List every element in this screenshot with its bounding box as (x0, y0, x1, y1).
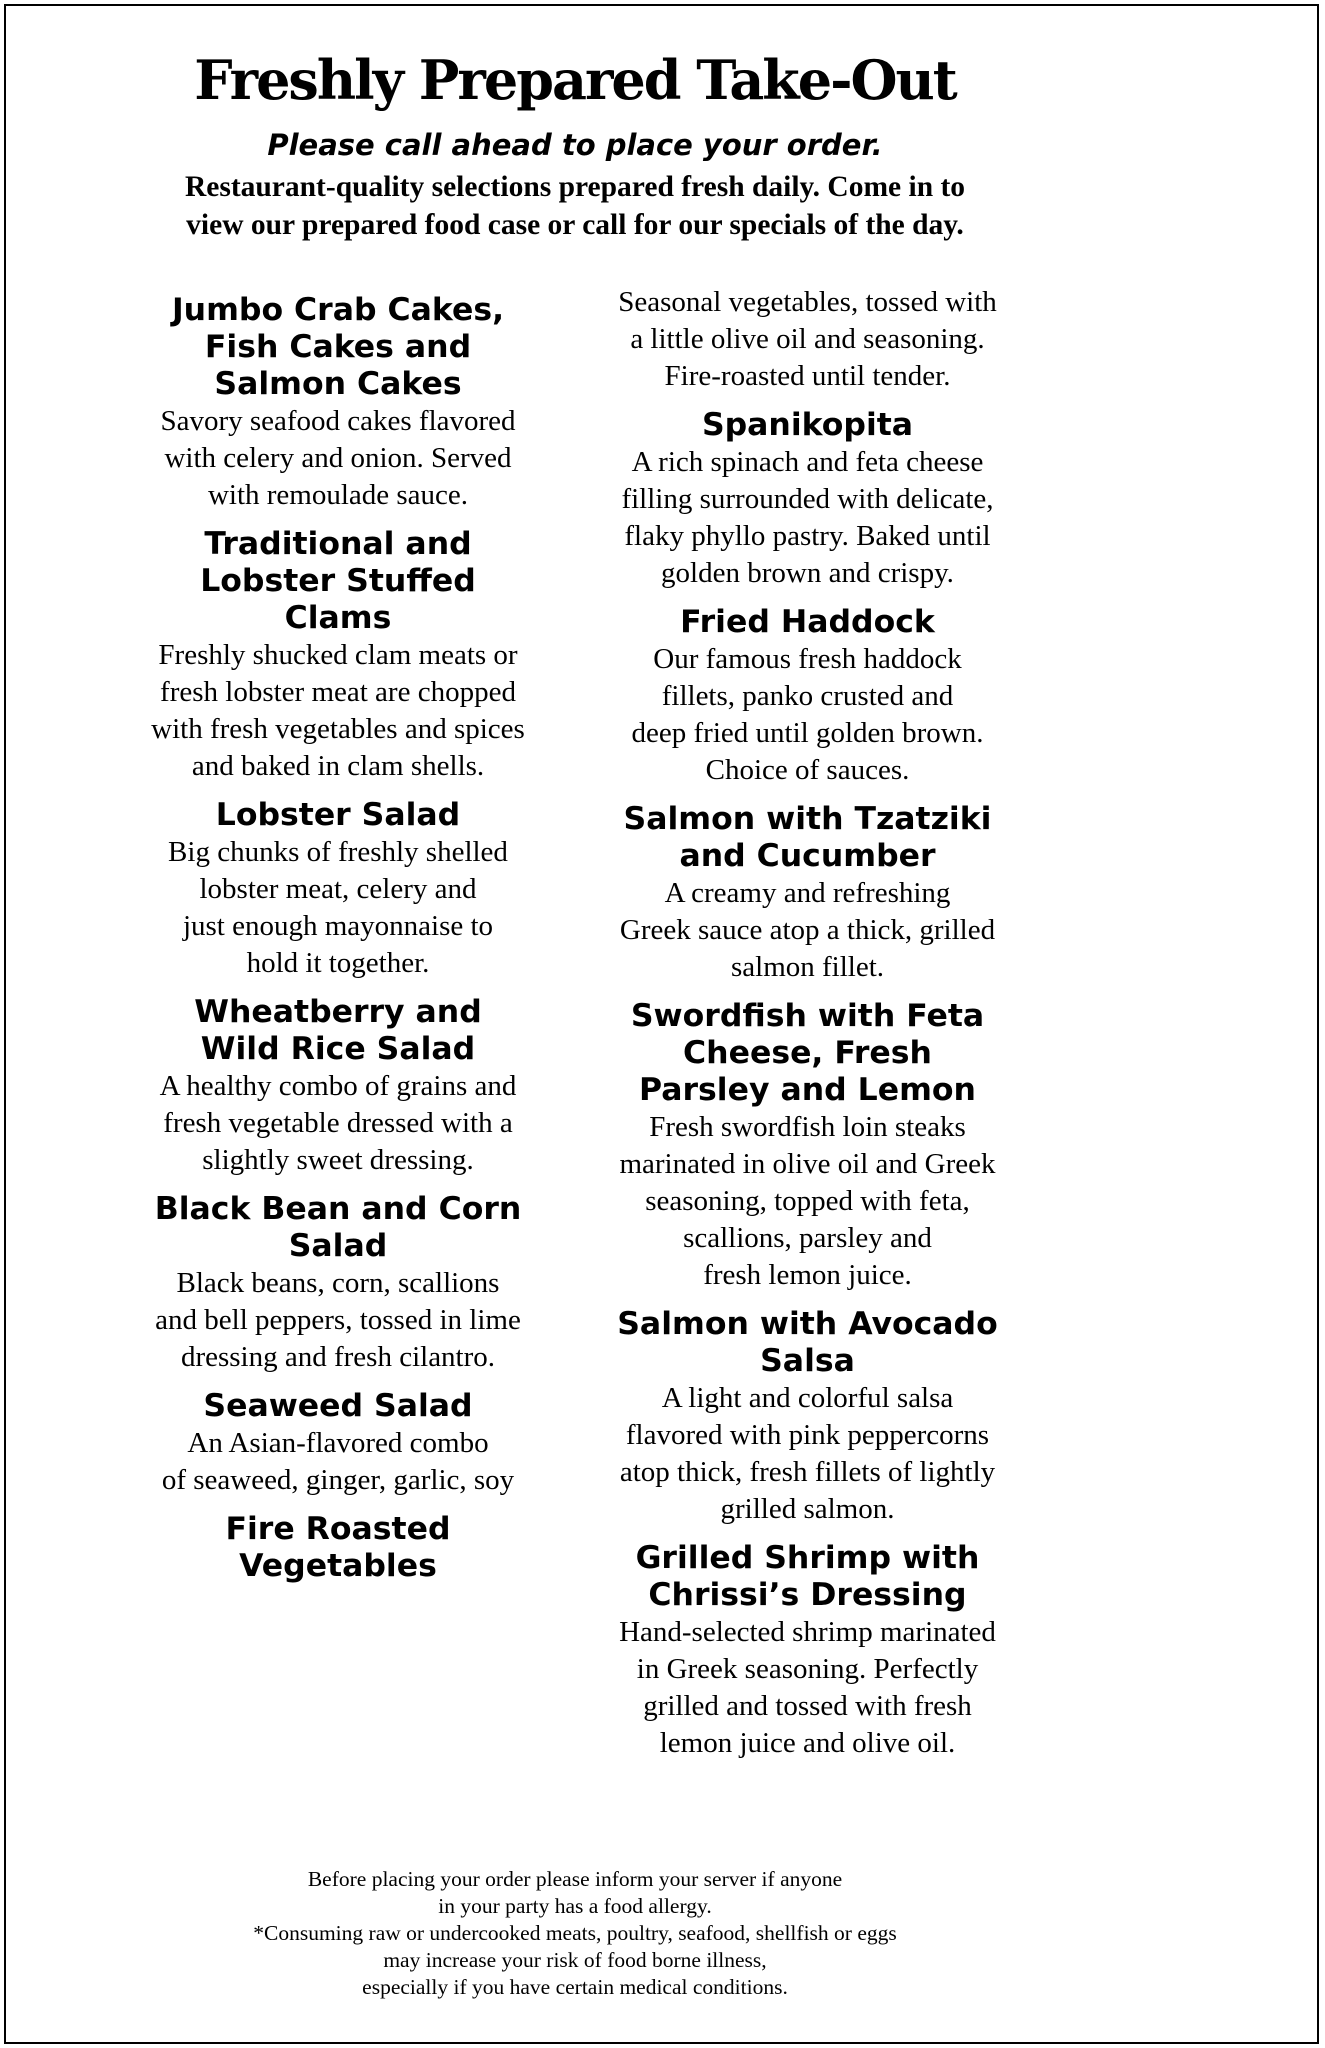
menu-item-name (118, 1388, 558, 1425)
intro-text (110, 168, 1040, 244)
menu-item-description-line: hold it together. (246, 947, 430, 979)
menu-item-description-line: and bell peppers, tossed in lime (155, 1304, 521, 1336)
menu-item-description-line: fresh lemon juice. (703, 1259, 912, 1291)
menu-item-description-line: of seaweed, ginger, garlic, soy (161, 1464, 515, 1496)
menu-item-description-line: Black beans, corn, scallions (176, 1267, 500, 1299)
menu-item-name (585, 604, 1030, 641)
item-spacer (118, 514, 558, 526)
menu-item-description-line: dressing and fresh cilantro. (180, 1341, 496, 1373)
menu-item-description-line: seasoning, topped with feta, (645, 1185, 970, 1217)
menu-item-description (585, 284, 1030, 395)
menu-item-name-line: Parsley and Lemon (639, 1072, 976, 1108)
menu-item-name-line: Salmon Cakes (214, 366, 462, 402)
menu-item (118, 292, 558, 514)
menu-item-name (118, 1511, 558, 1585)
menu-item-description-line: Savory seafood cakes flavored (160, 405, 516, 437)
menu-item-name-line: Cheese, Fresh (683, 1035, 932, 1071)
menu-item (118, 1511, 558, 1585)
menu-item-description-line: atop thick, fresh fillets of lightly (619, 1456, 996, 1488)
menu-item-name-line: Fish Cakes and (204, 329, 472, 365)
menu-item-description-line: lemon juice and olive oil. (659, 1727, 956, 1759)
menu-item (118, 1191, 558, 1376)
menu-item (585, 284, 1030, 395)
item-spacer (118, 1499, 558, 1511)
item-spacer (585, 789, 1030, 801)
menu-item-description-line: fresh lobster meat are chopped (160, 676, 516, 708)
menu-item-name-line: Traditional and (204, 526, 472, 562)
menu-item-name-line: Lobster Stuffed (200, 563, 476, 599)
menu-item-name-line: Salmon with Avocado (617, 1306, 998, 1342)
menu-item-description-line: golden brown and crispy. (661, 557, 954, 589)
item-spacer (118, 1179, 558, 1191)
menu-item-name (118, 1191, 558, 1265)
menu-item-description-line: marinated in olive oil and Greek (619, 1148, 996, 1180)
menu-item-name-line: Lobster Salad (215, 797, 461, 833)
menu-item-description-line: Big chunks of freshly shelled (168, 836, 508, 868)
menu-item-name-line: Black Bean and Corn (154, 1191, 522, 1227)
footer-line: may increase your risk of food borne illness, (383, 1948, 767, 1972)
menu-item-description (585, 1109, 1030, 1294)
menu-item-name-line: Seaweed Salad (203, 1388, 473, 1424)
right-column (585, 284, 1030, 1762)
menu-item (585, 1306, 1030, 1528)
menu-item-name-line: Salad (288, 1228, 388, 1264)
menu-item-description (118, 1425, 558, 1499)
intro-line: view our prepared food case or call for our specials of the day. (186, 209, 964, 241)
menu-item-description-line: with celery and onion. Served (164, 442, 512, 474)
menu-item-description-line: grilled salmon. (720, 1493, 895, 1525)
intro-line: Restaurant-quality selections prepared fresh daily. Come in to (184, 171, 966, 203)
menu-item (585, 604, 1030, 789)
item-spacer (585, 1528, 1030, 1540)
menu-item-description-line: filling surrounded with delicate, (621, 483, 994, 515)
item-spacer (585, 1294, 1030, 1306)
menu-item-description-line: A creamy and refreshing (664, 877, 951, 909)
menu-item-name-line: Fried Haddock (680, 604, 935, 640)
menu-item-name (585, 801, 1030, 875)
menu-item-description (118, 1068, 558, 1179)
menu-item-name (585, 998, 1030, 1109)
menu-item-name-line: Wheatberry and (194, 994, 482, 1030)
menu-item-name-line: and Cucumber (679, 838, 936, 874)
menu-item-name (118, 292, 558, 403)
menu-item-description (585, 875, 1030, 986)
menu-item-description-line: slightly sweet dressing. (202, 1144, 474, 1176)
footer-line: in your party has a food allergy. (438, 1894, 712, 1918)
menu-item-name (118, 994, 558, 1068)
page-title: Freshly Prepared Take-Out (194, 48, 956, 112)
menu-item-name (585, 1540, 1030, 1614)
item-spacer (585, 986, 1030, 998)
menu-item (118, 994, 558, 1179)
item-spacer (118, 1376, 558, 1388)
menu-item-name-line: Salsa (760, 1343, 855, 1379)
menu-item-description-line: a little olive oil and seasoning. (630, 323, 985, 355)
menu-item-description (585, 1614, 1030, 1762)
menu-item-description (118, 403, 558, 514)
menu-item-description-line: Greek sauce atop a thick, grilled (619, 914, 996, 946)
menu-item-description (585, 1380, 1030, 1528)
menu-item-description-line: salmon fillet. (730, 951, 885, 983)
menu-item-description-line: with fresh vegetables and spices (151, 713, 525, 745)
menu-item-description-line: lobster meat, celery and (199, 873, 477, 905)
menu-item (585, 407, 1030, 592)
menu-item-description-line: Fire-roasted until tender. (664, 360, 951, 392)
menu-item-description-line: Our famous fresh haddock (653, 643, 962, 675)
menu-item-description-line: Choice of sauces. (705, 754, 910, 786)
menu-item-name-line: Clams (284, 600, 392, 636)
item-spacer (118, 982, 558, 994)
menu-item-description (585, 641, 1030, 789)
menu-item-name (585, 1306, 1030, 1380)
menu-item-description-line: Fresh swordfish loin steaks (649, 1111, 966, 1143)
menu-item (585, 801, 1030, 986)
item-spacer (118, 785, 558, 797)
menu-item-name (118, 797, 558, 834)
menu-item-description-line: A rich spinach and feta cheese (631, 446, 984, 478)
menu-item-description-line: fillets, panko crusted and (661, 680, 954, 712)
menu-item-name-line: Swordfish with Feta (630, 998, 985, 1034)
menu-item (118, 526, 558, 785)
menu-item-name-line: Salmon with Tzatziki (623, 801, 992, 837)
item-spacer (585, 592, 1030, 604)
menu-item-name (118, 526, 558, 637)
menu-item (585, 1540, 1030, 1762)
menu-item-description-line: Hand-selected shrimp marinated (619, 1616, 996, 1648)
menu-item-description-line: An Asian-flavored combo (187, 1427, 489, 1459)
menu-item-description-line: Freshly shucked clam meats or (158, 639, 518, 671)
footer-line: *Consuming raw or undercooked meats, poultry, seafood, shellfish or eggs (253, 1921, 897, 1945)
menu-item-description-line: and baked in clam shells. (191, 750, 485, 782)
menu-item-description (118, 637, 558, 785)
menu-item-name-line: Spanikopita (701, 407, 914, 443)
menu-item-name-line: Vegetables (239, 1548, 437, 1584)
menu-item-name-line: Jumbo Crab Cakes, (171, 292, 505, 328)
menu-item-description-line: in Greek seasoning. Perfectly (636, 1653, 979, 1685)
menu-item-description-line: grilled and tossed with fresh (643, 1690, 972, 1722)
menu-item (118, 1388, 558, 1499)
footer-line: Before placing your order please inform your server if anyone (307, 1867, 843, 1891)
menu-item-description-line: with remoulade sauce. (207, 479, 469, 511)
menu-item-description-line: A light and colorful salsa (661, 1382, 954, 1414)
menu-item-description-line: deep fried until golden brown. (631, 717, 984, 749)
page-subtitle: Please call ahead to place your order. (267, 128, 883, 162)
menu-item-description (585, 444, 1030, 592)
menu-item-description (118, 834, 558, 982)
menu-item-name-line: Chrissi’s Dressing (648, 1577, 967, 1613)
menu-item-name-line: Wild Rice Salad (200, 1031, 476, 1067)
menu-item-name (585, 407, 1030, 444)
menu-item (118, 797, 558, 982)
menu-item-description-line: scallions, parsley and (683, 1222, 932, 1254)
menu-item-description-line: Seasonal vegetables, tossed with (618, 286, 997, 318)
menu-item-name-line: Fire Roasted (225, 1511, 451, 1547)
footer-line: especially if you have certain medical conditions. (362, 1975, 788, 1999)
item-spacer (585, 395, 1030, 407)
menu-item-description (118, 1265, 558, 1376)
footer-notice (100, 1866, 1050, 2001)
menu-item-description-line: flaky phyllo pastry. Baked until (624, 520, 991, 552)
menu-item-name-line: Grilled Shrimp with (635, 1540, 980, 1576)
left-column (118, 292, 558, 1585)
menu-item-description-line: just enough mayonnaise to (182, 910, 494, 942)
menu-item-description-line: fresh vegetable dressed with a (163, 1107, 513, 1139)
menu-item (585, 998, 1030, 1294)
menu-item-description-line: A healthy combo of grains and (159, 1070, 517, 1102)
menu-item-description-line: flavored with pink peppercorns (625, 1419, 990, 1451)
